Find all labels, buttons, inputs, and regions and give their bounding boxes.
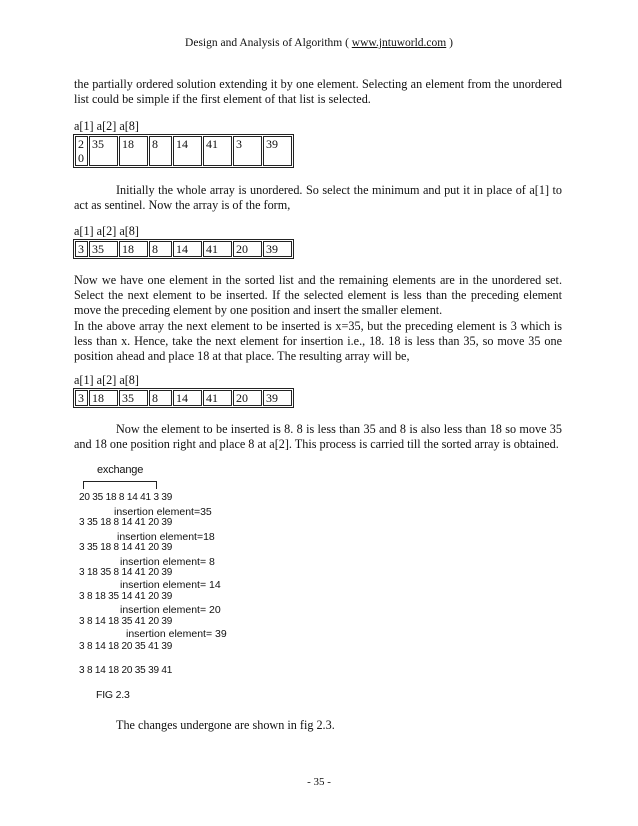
array-cell: 20 bbox=[233, 241, 262, 257]
insertion-label: insertion element=18 bbox=[117, 531, 215, 543]
insertion-label: insertion element= 8 bbox=[120, 556, 215, 568]
insertion-label: insertion element= 39 bbox=[126, 628, 227, 640]
array-cell: 39 bbox=[263, 241, 292, 257]
array-cell: 2 0 bbox=[75, 136, 88, 166]
array-cell: 14 bbox=[173, 390, 202, 406]
figure-row: 3 35 18 8 14 41 20 39 bbox=[79, 542, 173, 553]
exchange-bracket bbox=[83, 481, 157, 482]
insertion-label: insertion element= 20 bbox=[120, 604, 221, 616]
array-cell: 8 bbox=[149, 241, 172, 257]
page-number: - 35 - bbox=[307, 776, 331, 788]
exchange-bracket-left bbox=[83, 481, 84, 489]
paragraph-3 bbox=[74, 273, 562, 364]
paragraph-3a: Now we have one element in the sorted list and the remaining elements are in the unordered set. Select the next element to be inserted. If the selected element is less than the preceding element move the preceding element by one position and insert the smaller element. bbox=[74, 273, 562, 318]
array-cell: 3 bbox=[75, 390, 88, 406]
header-close: ) bbox=[449, 37, 453, 49]
array-3-label: a[1] a[2] a[8] bbox=[74, 373, 139, 387]
exchange-bracket-right bbox=[156, 481, 157, 489]
header-title: Design and Analysis of Algorithm ( bbox=[185, 37, 349, 49]
figure-row: 3 8 14 18 35 41 20 39 bbox=[79, 616, 173, 627]
figure-row-initial: 20 35 18 8 14 41 3 39 bbox=[79, 492, 173, 503]
array-cell: 35 bbox=[119, 390, 148, 406]
paragraph-5: The changes undergone are shown in fig 2.3. bbox=[116, 718, 335, 732]
array-cell: 41 bbox=[203, 136, 232, 166]
page-header bbox=[0, 37, 638, 49]
array-cell: 8 bbox=[149, 136, 172, 166]
array-cell: 35 bbox=[89, 241, 118, 257]
array-2 bbox=[73, 239, 294, 259]
paragraph-1: the partially ordered solution extending it by one element. Selecting an element from the unordered list could be simple if the first element of that list is selected. bbox=[74, 77, 562, 107]
insertion-label: insertion element= 14 bbox=[120, 579, 221, 591]
array-cell: 18 bbox=[89, 390, 118, 406]
array-cell: 20 bbox=[233, 390, 262, 406]
paragraph-2: Initially the whole array is unordered. So select the minimum and put it in place of a[1] to act as sentinel. Now the array is of the form, bbox=[74, 183, 562, 213]
figure-row: 3 18 35 8 14 41 20 39 bbox=[79, 567, 173, 578]
array-cell: 3 bbox=[233, 136, 262, 166]
figure-caption: FIG 2.3 bbox=[96, 689, 130, 701]
array-cell: 41 bbox=[203, 390, 232, 406]
exchange-label: exchange bbox=[97, 464, 144, 476]
array-cell: 18 bbox=[119, 241, 148, 257]
figure-row: 3 8 14 18 20 35 41 39 bbox=[79, 641, 173, 652]
array-cell: 14 bbox=[173, 241, 202, 257]
array-1 bbox=[73, 134, 294, 168]
array-cell: 39 bbox=[263, 136, 292, 166]
paragraph-3b: In the above array the next element to be inserted is x=35, but the preceding element is 3 which is less than x. Hence, take the next element for insertion i.e., 18. 18 is less than 35, so move 35 one position ahead and place 18 at that place. The resulting array will be, bbox=[74, 318, 562, 364]
array-cell: 18 bbox=[119, 136, 148, 166]
figure-row: 3 8 18 35 14 41 20 39 bbox=[79, 591, 173, 602]
insertion-label: insertion element=35 bbox=[114, 506, 212, 518]
figure-row-final: 3 8 14 18 20 35 39 41 bbox=[79, 665, 173, 676]
paragraph-4: Now the element to be inserted is 8. 8 is less than 35 and 8 is also less than 18 so move 35 and 18 one position right and place 8 at a[2]. This process is carried till the sorted array is obtained. bbox=[74, 422, 562, 452]
array-cell: 35 bbox=[89, 136, 118, 166]
array-cell: 3 bbox=[75, 241, 88, 257]
array-cell: 14 bbox=[173, 136, 202, 166]
array-3 bbox=[73, 388, 294, 408]
array-cell: 41 bbox=[203, 241, 232, 257]
figure-row: 3 35 18 8 14 41 20 39 bbox=[79, 517, 173, 528]
array-cell: 8 bbox=[149, 390, 172, 406]
header-link[interactable]: www.jntuworld.com bbox=[351, 37, 447, 49]
array-cell: 39 bbox=[263, 390, 292, 406]
array-2-label: a[1] a[2] a[8] bbox=[74, 224, 139, 238]
array-1-label: a[1] a[2] a[8] bbox=[74, 119, 139, 133]
